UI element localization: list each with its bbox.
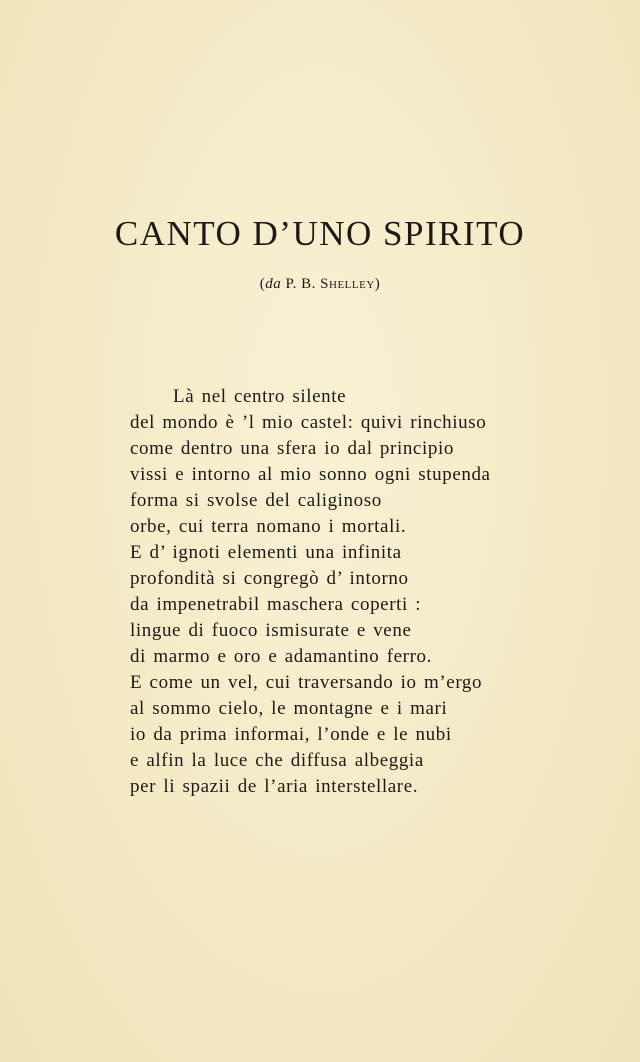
attribution (0, 274, 640, 294)
poem-line: profondità si congregò d’ intorno (130, 568, 409, 589)
attribution-close-paren: ) (374, 276, 381, 292)
poem-line: al sommo cielo, le montagne e i mari (130, 698, 448, 719)
poem-body (130, 384, 570, 800)
poem-line: E d’ ignoti elementi una infinita (130, 542, 402, 563)
poem-line: e alfin la luce che diffusa albeggia (130, 750, 424, 771)
poem-line: io da prima informai, l’onde e le nubi (130, 724, 452, 745)
poem-line: per li spazii de l’aria interstellare. (130, 776, 419, 797)
poem-line: Là nel centro silente (173, 386, 347, 407)
poem-line: del mondo è ’l mio castel: quivi rinchiuso (130, 412, 487, 433)
poem-line: da impenetrabil maschera coperti : (130, 594, 422, 615)
attribution-prefix: da (265, 276, 282, 292)
poem-line: come dentro una sfera io dal principio (130, 438, 454, 459)
poem-line: di marmo e oro e adamantino ferro. (130, 646, 432, 667)
attribution-author: P. B. Shelley (285, 276, 375, 292)
poem-line: lingue di fuoco ismisurate e vene (130, 620, 412, 641)
poem-line: forma si svolse del caliginoso (130, 490, 382, 511)
poem-title: CANTO D’UNO SPIRITO (114, 214, 526, 253)
poem-line: orbe, cui terra nomano i mortali. (130, 516, 407, 537)
poem-line: E come un vel, cui traversando io m’ergo (130, 672, 483, 693)
attribution-open-paren: ( (259, 276, 266, 292)
poem-line: vissi e intorno al mio sonno ogni stupenda (130, 464, 491, 485)
